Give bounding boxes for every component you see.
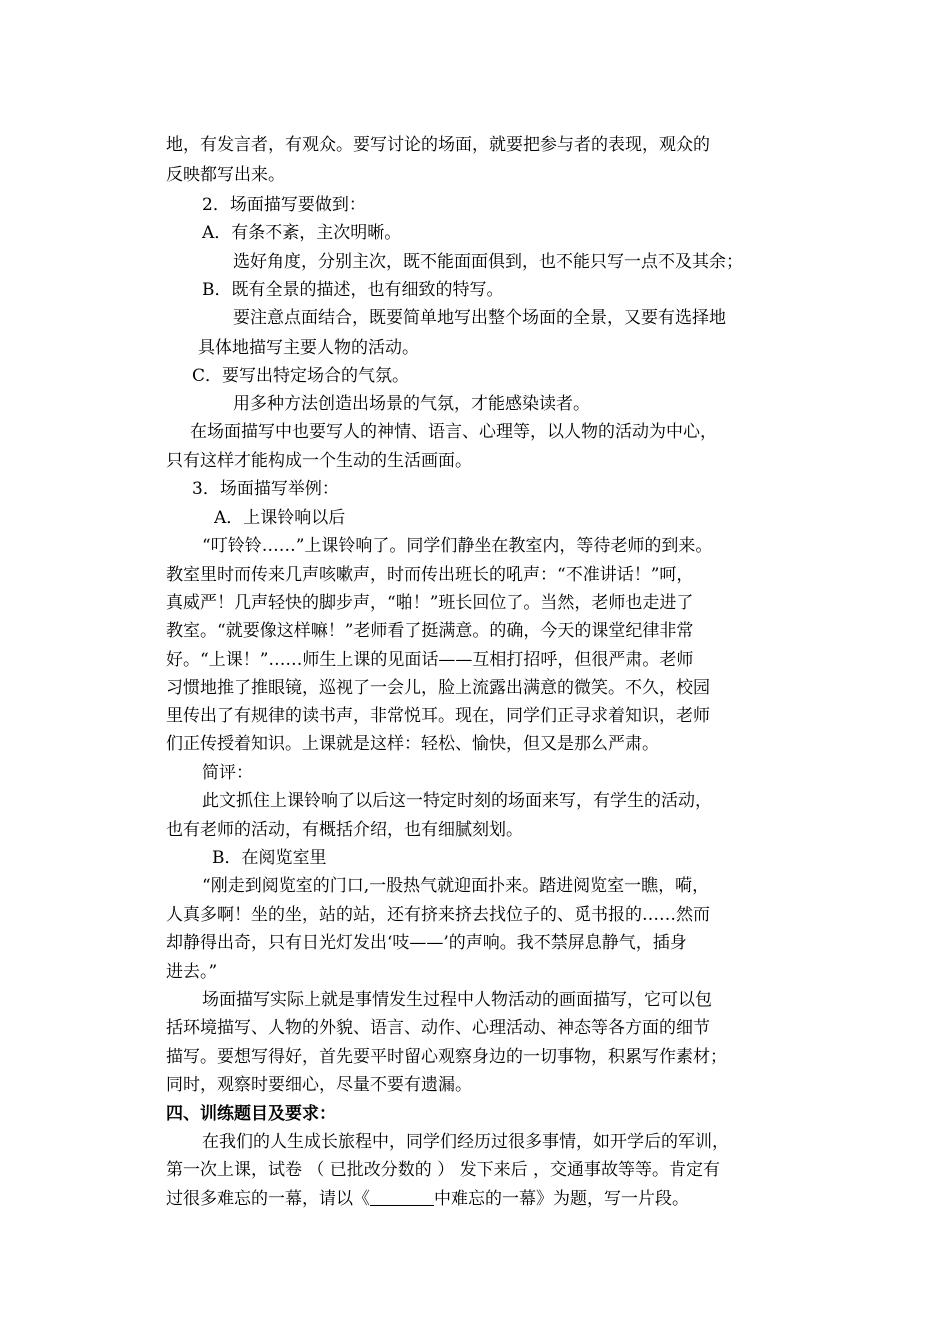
text-line: 人真多啊！坐的坐，站的站，还有挤来挤去找位子的、觅书报的……然而 (166, 905, 710, 925)
text-line: 在场面描写中也要写人的神情、语言、心理等，以人物的活动为中心， (190, 422, 717, 442)
text-line: 教室里时而传来几声咳嗽声，时而传出班长的吼声：“不准讲话！”呵， (166, 565, 694, 585)
text-line: 好。“上课！”……师生上课的见面话——互相打招呼，但很严肃。老师 (166, 650, 694, 670)
fill-in-blank (370, 1189, 434, 1206)
text-line: 也有老师的活动，有概括介绍，也有细腻刻划。 (166, 820, 523, 840)
text-line: A．有条不紊，主次明晰。 (202, 223, 402, 243)
prompt-text-after: 中难忘的一幕》为题，写一片段。 (434, 1189, 689, 1209)
text-line: 要注意点面结合，既要简单地写出整个场面的全景，又要有选择地 (233, 308, 726, 328)
section-heading: 四、训练题目及要求： (166, 1104, 336, 1124)
text-line: “刚走到阅览室的门口,一股热气就迎面扑来。踏进阅览室一瞧，嗬， (202, 876, 710, 896)
text-line: 进去。” (166, 962, 218, 982)
text-line: 同时，观察时要细心，尽量不要有遗漏。 (166, 1075, 472, 1095)
text-line: 括环境描写、人物的外貌、语言、动作、心理活动、神态等各方面的细节 (166, 1018, 710, 1038)
text-line: B．在阅览室里 (212, 848, 327, 868)
text-line: 3．场面描写举例： (192, 479, 339, 499)
text-line: 只有这样才能构成一个生动的生活画面。 (166, 451, 472, 471)
text-line: 2．场面描写要做到： (202, 195, 366, 215)
text-line: 用多种方法创造出场景的气氛，才能感染读者。 (233, 394, 590, 414)
text-line: 描写。要想写得好，首先要平时留心观察身边的一切事物，积累写作素材； (166, 1047, 727, 1067)
text-line: 里传出了有规律的读书声，非常悦耳。现在，同学们正寻求着知识，老师 (166, 706, 710, 726)
text-line: 教室。“就要像这样嘛！”老师看了挺满意。的确，今天的课堂纪律非常 (166, 621, 694, 641)
text-line: C．要写出特定场合的气氛。 (192, 366, 410, 386)
text-line: 们正传授着知识。上课就是这样：轻松、愉快，但又是那么严肃。 (166, 734, 659, 754)
text-line: 却静得出奇，只有日光灯发出‘吱——’的声响。我不禁屏息静气，插身 (166, 933, 687, 953)
text-line: 真威严！几声轻快的脚步声，“啪！”班长回位了。当然，老师也走进了 (166, 593, 694, 613)
text-line: 简评： (202, 763, 253, 783)
text-line (166, 1189, 689, 1209)
text-line: B．既有全景的描述，也有细致的特写。 (202, 280, 504, 300)
text-line: 地，有发言者，有观众。要写讨论的场面，就要把参与者的表现，观众的 (166, 135, 710, 155)
text-line: A．上课铃响以后 (214, 508, 346, 528)
prompt-text-before: 过很多难忘的一幕，请以《 (166, 1189, 370, 1209)
text-line: 具体地描写主要人物的活动。 (198, 338, 419, 358)
text-line: 场面描写实际上就是事情发生过程中人物活动的画面描写，它可以包 (202, 990, 712, 1010)
text-line: 此文抓住上课铃响了以后这一特定时刻的场面来写，有学生的活动， (202, 791, 712, 811)
text-line: 选好角度，分别主次，既不能面面俱到，也不能只写一点不及其余； (233, 252, 743, 272)
text-line: “叮铃铃……”上课铃响了。同学们静坐在教室内，等待老师的到来。 (202, 536, 713, 556)
text-line: 习惯地推了推眼镜，巡视了一会儿，脸上流露出满意的微笑。不久，校园 (166, 678, 710, 698)
text-line: 反映都写出来。 (166, 165, 285, 185)
text-line: 在我们的人生成长旅程中，同学们经历过很多事情，如开学后的军训， (202, 1132, 729, 1152)
text-line: 第一次上课，试卷 （ 已批改分数的 ） 发下来后 ，交通事故等等。肯定有 (166, 1160, 721, 1180)
